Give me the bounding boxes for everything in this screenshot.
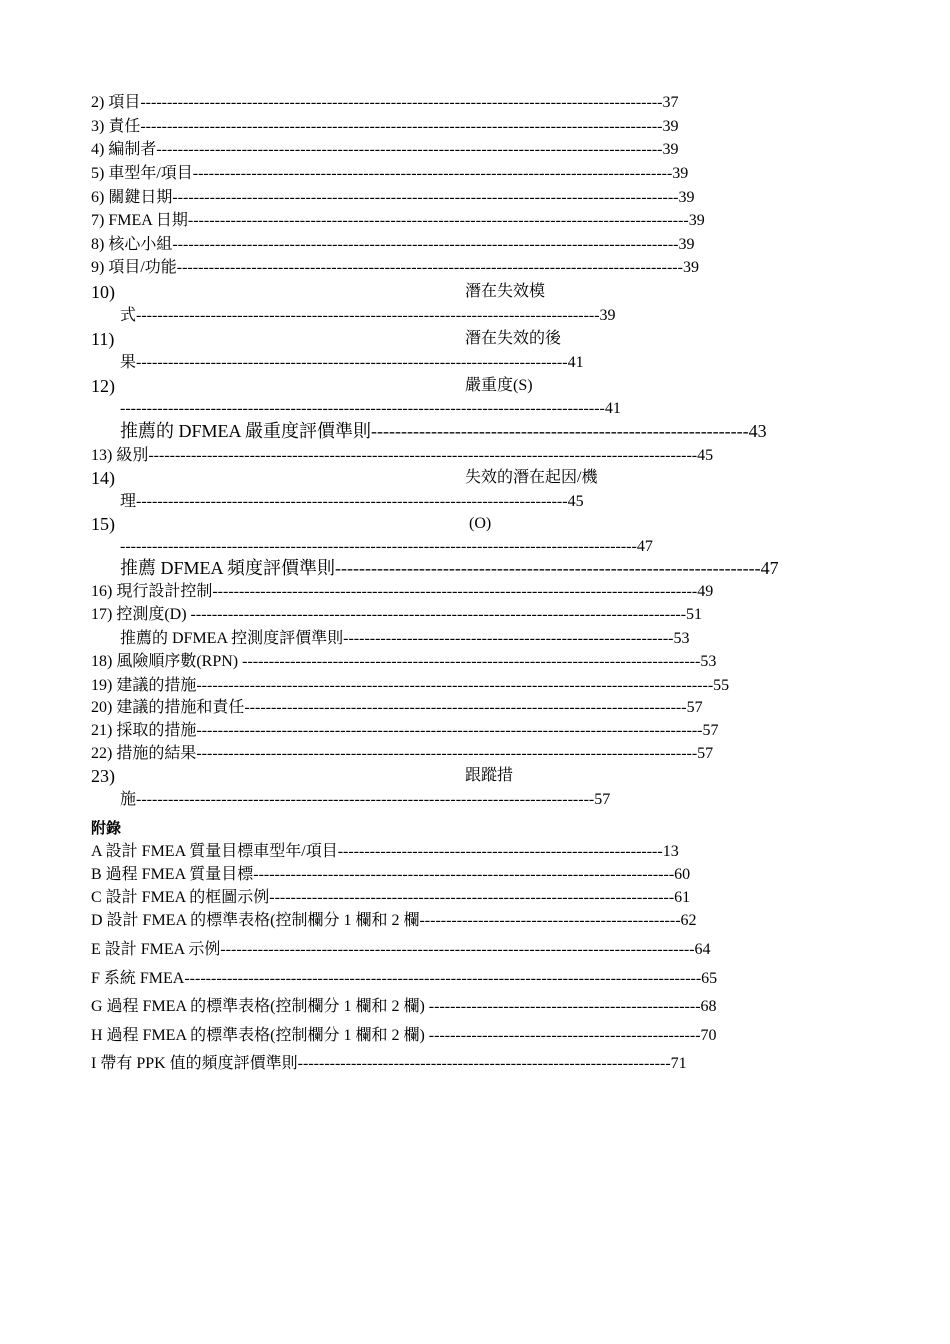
appendix-entry-f: F 系統 FMEA-------------------------------------------------------------------------------------------------65 — [91, 970, 718, 987]
toc-entry-7: 7) FMEA 日期----------------------------------------------------------------------------------------------39 — [91, 212, 705, 229]
toc-entry-19: 19) 建議的措施-------------------------------------------------------------------------------------------------55 — [91, 677, 730, 694]
toc-entry-23-number: 23) — [91, 766, 115, 786]
appendix-entry-a: A 設計 FMEA 質量目標車型年/項目-------------------------------------------------------------13 — [91, 843, 679, 860]
appendix-entry-g: G 過程 FMEA 的標準表格(控制欄分 1 欄和 2 欄) ---------------------------------------------------68 — [91, 998, 717, 1015]
appendix-entry-c: C 設計 FMEA 的框圖示例----------------------------------------------------------------------------61 — [91, 889, 691, 906]
toc-entry-3: 3) 責任--------------------------------------------------------------------------------------------------39 — [91, 118, 679, 135]
toc-entry-17-criteria: 推薦的 DFMEA 控測度評價準則--------------------------------------------------------------53 — [120, 630, 690, 647]
toc-entry-15-criteria: 推薦 DFMEA 頻度評價準則-----------------------------------------------------------------------47 — [120, 558, 779, 578]
toc-entry-11-page: 果---------------------------------------------------------------------------------41 — [120, 354, 584, 371]
toc-entry-23-page: 施--------------------------------------------------------------------------------------57 — [120, 791, 611, 808]
toc-entry-12-page: -------------------------------------------------------------------------------------------41 — [120, 400, 621, 417]
toc-entry-10-number: 10) — [91, 282, 115, 302]
toc-entry-10-title: 潛在失效模 — [465, 283, 546, 300]
toc-entry-8: 8) 核心小組-----------------------------------------------------------------------------------------------39 — [91, 236, 695, 253]
toc-entry-10-page: 式---------------------------------------------------------------------------------------39 — [120, 307, 616, 324]
toc-entry-13: 13) 級別-------------------------------------------------------------------------------------------------------45 — [91, 447, 714, 464]
toc-entry-16: 16) 現行設計控制-------------------------------------------------------------------------------------------49 — [91, 583, 714, 600]
toc-entry-12-criteria: 推薦的 DFMEA 嚴重度評價準則---------------------------------------------------------------43 — [120, 421, 767, 441]
toc-entry-22: 22) 措施的結果----------------------------------------------------------------------------------------------57 — [91, 745, 714, 762]
appendix-entry-e: E 設計 FMEA 示例-----------------------------------------------------------------------------------------64 — [91, 941, 711, 958]
toc-entry-5: 5) 車型年/項目------------------------------------------------------------------------------------------39 — [91, 165, 689, 182]
toc-entry-6: 6) 關鍵日期-----------------------------------------------------------------------------------------------39 — [91, 189, 695, 206]
toc-entry-23-title: 跟蹤措 — [465, 767, 514, 784]
toc-entry-11-number: 11) — [91, 329, 115, 349]
appendix-entry-i: I 帶有 PPK 值的頻度評價準則----------------------------------------------------------------------71 — [91, 1055, 687, 1072]
toc-entry-14-title: 失效的潛在起因/機 — [465, 469, 598, 486]
toc-entry-12-number: 12) — [91, 376, 115, 396]
toc-entry-17: 17) 控測度(D) ---------------------------------------------------------------------------------------------51 — [91, 606, 703, 623]
appendix-entry-d: D 設計 FMEA 的標準表格(控制欄分 1 欄和 2 欄-------------------------------------------------62 — [91, 912, 697, 929]
toc-entry-15-number: 15) — [91, 514, 115, 534]
toc-entry-2: 2) 項目--------------------------------------------------------------------------------------------------37 — [91, 94, 679, 111]
toc-entry-20: 20) 建議的措施和責任-----------------------------------------------------------------------------------57 — [91, 699, 703, 716]
toc-entry-21: 21) 採取的措施-----------------------------------------------------------------------------------------------57 — [91, 722, 719, 739]
toc-entry-14-number: 14) — [91, 468, 115, 488]
toc-entry-15-page: -------------------------------------------------------------------------------------------------47 — [120, 538, 653, 555]
toc-entry-15-title: (O) — [469, 515, 492, 532]
appendix-entry-h: H 過程 FMEA 的標準表格(控制欄分 1 欄和 2 欄) ---------------------------------------------------70 — [91, 1027, 717, 1044]
toc-entry-4: 4) 編制者-----------------------------------------------------------------------------------------------39 — [91, 141, 679, 158]
toc-entry-9: 9) 項目/功能-----------------------------------------------------------------------------------------------39 — [91, 259, 699, 276]
appendix-heading: 附錄 — [91, 819, 122, 837]
toc-entry-11-title: 潛在失效的後 — [465, 330, 562, 347]
toc-entry-18: 18) 風險順序數(RPN) --------------------------------------------------------------------------------------53 — [91, 653, 717, 670]
appendix-entry-b: B 過程 FMEA 質量目標-------------------------------------------------------------------------------60 — [91, 866, 691, 883]
toc-entry-14-page: 理---------------------------------------------------------------------------------45 — [120, 493, 584, 510]
toc-entry-12-title: 嚴重度(S) — [465, 377, 533, 394]
